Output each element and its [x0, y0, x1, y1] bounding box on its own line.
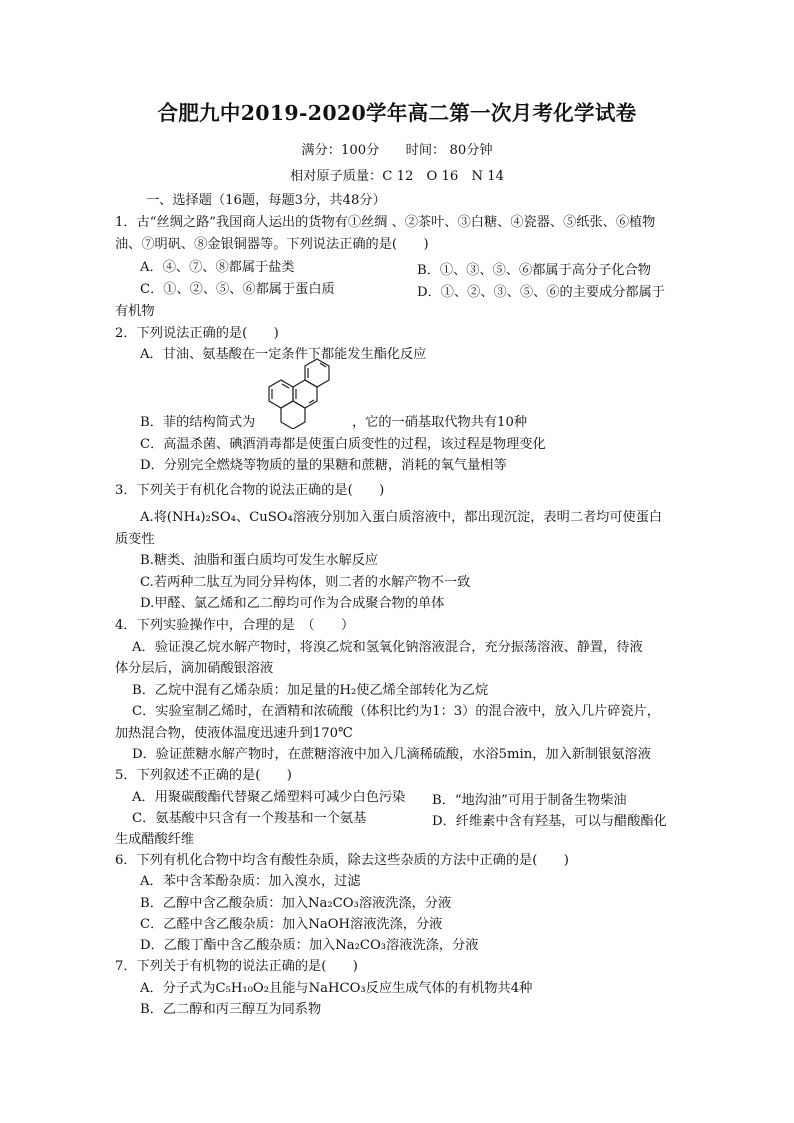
q4-option-a-line-1: A．验证溴乙烷水解产物时，将溴乙烷和氢氧化钠溶液混合，充分振荡溶液、静置，待液: [132, 640, 643, 655]
exam-title: 合肥九中2019-2020学年高二第一次月考化学试卷: [157, 101, 637, 125]
q6-option-b: B．乙醇中含乙酸杂质：加入Na₂CO₃溶液洗涤，分液: [140, 896, 452, 911]
q4-option-c-line-1: C．实验室制乙烯时，在酒精和浓硫酸（体积比约为1：3）的混合液中，放入几片碎瓷片，: [132, 704, 660, 719]
q7-option-b: B．乙二醇和丙三醇互为同系物: [140, 1002, 322, 1017]
q2-stem: 2．下列说法正确的是( ): [115, 326, 279, 341]
q7-option-a: A．分子式为C₅H₁₀O₂且能与NaHCO₃反应生成气体的有机物共4种: [140, 981, 533, 996]
q6-stem: 6．下列有机化合物中均含有酸性杂质，除去这些杂质的方法中正确的是( ): [115, 853, 569, 868]
score-time-line: 满分：100分 时间： 80分钟: [301, 143, 493, 158]
q3-option-a-line-1: A.将(NH₄)₂SO₄、CuSO₄溶液分别加入蛋白质溶液中，都出现沉淀，表明二者均可使蛋白: [140, 510, 663, 525]
q2-option-b-label: B．菲的结构简式为: [140, 415, 256, 430]
q3-option-b: B.糖类、油脂和蛋白质均可发生水解反应: [140, 553, 379, 568]
q6-option-d: D．乙酸丁酯中含乙酸杂质：加入Na₂CO₃溶液洗涤，分液: [140, 938, 479, 953]
q4-option-d: D．验证蔗糖水解产物时，在蔗糖溶液中加入几滴稀硫酸，水浴5min，加入新制银氨溶液: [132, 747, 651, 762]
q1-stem-line-1: 1．古“丝绸之路”我国商人运出的货物有①丝绸 、②茶叶、③白糖、④瓷器、⑤纸张、⑥植物: [115, 215, 656, 230]
q3-option-d: D.甲醛、氯乙烯和乙二醇均可作为合成聚合物的单体: [140, 596, 445, 611]
q2-option-c: C．高温杀菌、碘酒消毒都是使蛋白质变性的过程，该过程是物理变化: [140, 437, 546, 452]
q2-option-a: A．甘油、氨基酸在一定条件下都能发生酯化反应: [140, 347, 427, 362]
q4-option-a-line-2: 体分层后，滴加硝酸银溶液: [115, 661, 274, 676]
q5-option-a: A．用聚碳酸酯代替聚乙烯塑料可减少白色污染: [132, 790, 406, 805]
q5-option-d: D．纤维素中含有羟基，可以与醋酸酯化: [432, 814, 667, 829]
q1-stem-line-2: 油、⑦明矾、⑧金银铜器等。下列说法正确的是( ): [115, 237, 429, 252]
q5-option-c: C．氨基酸中只含有一个羧基和一个氨基: [132, 811, 367, 826]
q2-option-b-text: ，它的一硝基取代物共有10种: [352, 415, 528, 430]
q1-option-c: C．①、②、⑤、⑥都属于蛋白质: [140, 282, 335, 297]
q3-stem: 3．下列关于有机化合物的说法正确的是( ): [115, 483, 385, 498]
q5-option-d-cont: 生成醋酸纤维: [115, 832, 195, 847]
q1-option-d: D．①、②、③、⑤、⑥的主要成分都属于: [417, 285, 665, 300]
q7-stem: 7．下列关于有机物的说法正确的是( ): [115, 959, 358, 974]
q4-option-c-line-2: 加热混合物，使液体温度迅速升到170℃: [115, 726, 353, 741]
phenanthrene-structure-icon: [265, 357, 349, 429]
q2-option-d: D．分别完全燃烧等物质的量的果糖和蔗糖，消耗的氧气量相等: [140, 458, 507, 473]
q1-option-d-cont: 有机物: [115, 304, 155, 319]
atomic-mass-line: 相对原子质量：C 12 O 16 N 14: [289, 169, 505, 184]
section-heading: 一、选择题（16题，每题3分，共48分）: [146, 193, 386, 208]
q5-option-b: B．“地沟油”可用于制备生物柴油: [432, 793, 627, 808]
q4-stem: 4．下列实验操作中，合理的是 （ ）: [115, 618, 355, 633]
q1-option-b: B．①、③、⑤、⑥都属于高分子化合物: [417, 263, 651, 278]
q4-option-b: B．乙烷中混有乙烯杂质：加足量的H₂使乙烯全部转化为乙烷: [132, 683, 489, 698]
q5-stem: 5．下列叙述不正确的是( ): [115, 768, 292, 783]
q3-option-c: C.若两种二肽互为同分异构体，则二者的水解产物不一致: [140, 575, 471, 590]
q1-option-a: A．④、⑦、⑧都属于盐类: [140, 260, 295, 275]
q6-option-a: A．苯中含苯酚杂质：加入溴水，过滤: [140, 874, 361, 889]
q6-option-c: C．乙醛中含乙酸杂质：加入NaOH溶液洗涤，分液: [140, 917, 443, 932]
q3-option-a-line-2: 质变性: [115, 532, 155, 547]
